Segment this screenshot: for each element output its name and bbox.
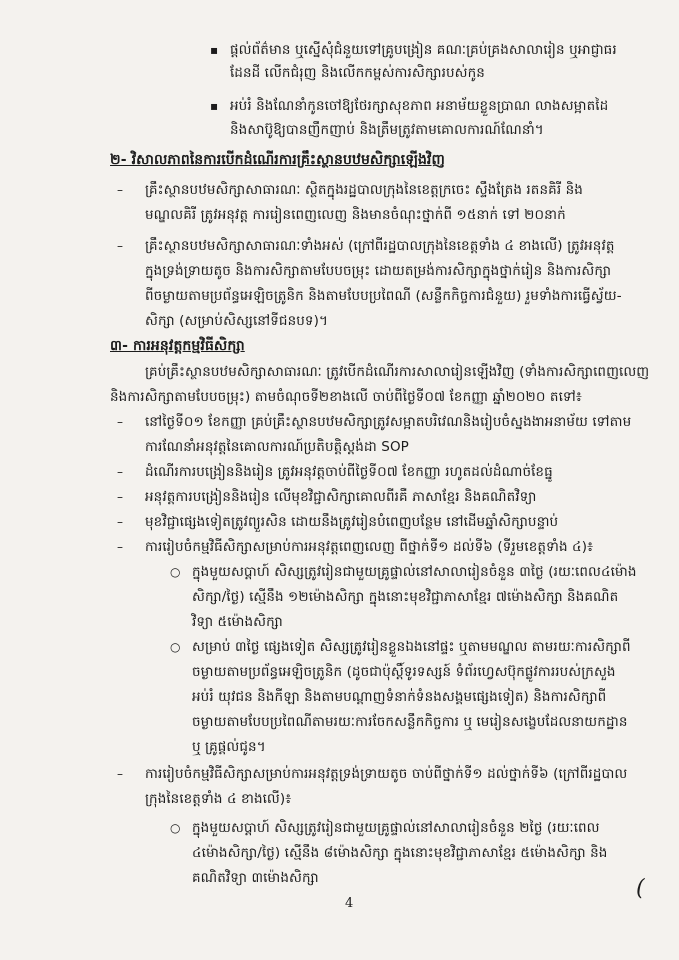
- text-line: អនុវត្តការបង្រៀននិងរៀន លើមុខវិជ្ជាសិក្សាគោលពីរគឺ ភាសាខ្មែរ និងគណិតវិទ្យា: [145, 489, 537, 505]
- text-line: ៤ម៉ោងសិក្សា/ថ្ងៃ) ស្មើនឹង ៨ម៉ោងសិក្សា ក្នុងនោះមុខវិជ្ជាភាសាខ្មែរ ៥ម៉ោងសិក្សា និង: [192, 845, 608, 861]
- bullet-marker: ○: [170, 821, 181, 835]
- text-line: ដែនដី លើកជំរុញ និងលើកកម្ពស់ការសិក្សារបស់កូន: [230, 65, 485, 81]
- bullet-marker: –: [117, 767, 123, 781]
- text-line: សិក្សា (សម្រាប់សិស្សនៅទីជនបទ)។: [145, 313, 328, 329]
- text-line: ដំណើរការបង្រៀននិងរៀន ត្រូវអនុវត្តចាប់ពីថ្ងៃទី០៧ ខែកញ្ញា រហូតដល់ដំណាច់ខែធ្នូ: [145, 464, 553, 480]
- section-heading: ២- វិសាលភាពនៃការបើកដំណើរការគ្រឹះស្ថានបឋមសិក្សាឡើងវិញ: [110, 152, 445, 168]
- text-line: អប់រំ និងណែនាំកូនចៅឱ្យថែរក្សាសុខភាព អនាម័យខ្លួនប្រាណ លាងសម្អាតដៃ: [230, 98, 609, 114]
- bullet-marker: –: [117, 239, 123, 253]
- text-line: ផ្តល់ព័ត៌មាន ឬស្នើសុំជំនួយទៅគ្រូបង្រៀន គណៈគ្រប់គ្រងសាលារៀន ឬអាជ្ញាធរ: [230, 42, 617, 58]
- text-line: អប់រំ យុវជន និងកីឡា និងតាមបណ្តាញទំនាក់ទំនងសង្គមផ្សេងទៀត) និងការសិក្សាពី: [192, 689, 607, 705]
- bullet-marker: ○: [170, 640, 181, 654]
- text-line: និងការសិក្សាតាមបែបចម្រុះ) តាមចំណុចទី២ខាងលើ ចាប់ពីថ្ងៃទី០៧ ខែកញ្ញា ឆ្នាំ២០២០ តទៅ៖: [110, 389, 582, 405]
- text-line: ក្រុងនៃខេត្តទាំង ៤ ខាងលើ)៖: [145, 791, 292, 807]
- bullet-marker: –: [117, 490, 123, 504]
- bullet-marker: –: [117, 415, 123, 429]
- text-line: ក្នុងទ្រង់ទ្រាយតូច និងការសិក្សាតាមបែបចម្រុះ ដោយតម្រង់ការសិក្សាក្នុងថ្នាក់រៀន និងការសិក្សា: [145, 263, 612, 279]
- text-line: មុខវិជ្ជាផ្សេងទៀតត្រូវព្យួរសិន ដោយនឹងត្រូវរៀនបំពេញបន្ថែម នៅដើមឆ្នាំសិក្សាបន្ទាប់: [145, 514, 559, 530]
- text-line: សិក្សា/ថ្ងៃ) ស្មើនឹង ១២ម៉ោងសិក្សា ក្នុងនោះមុខវិជ្ជាភាសាខ្មែរ ៧ម៉ោងសិក្សា និងគណិត: [192, 589, 619, 605]
- text-line: ការណែនាំអនុវត្តនៃគោលការណ៍ប្រតិបត្តិស្តង់ដា SOP: [145, 439, 409, 455]
- page-number: 4: [345, 896, 354, 911]
- text-line: គ្រប់គ្រឹះស្ថានបឋមសិក្សាសាធារណៈ ត្រូវបើកដំណើរការសាលារៀនឡើងវិញ (ទាំងការសិក្សាពេញលេញ: [145, 364, 650, 380]
- text-line: ពីចម្ងាយតាមប្រព័ន្ធអេឡិចត្រូនិក និងតាមបែបប្រពៃណី (សន្លឹកកិច្ចការជំនួយ) រួមទាំងការធ្វើស្វ័យ-: [145, 288, 622, 304]
- text-line: មណ្ឌលគិរី ត្រូវអនុវត្ត ការរៀនពេញលេញ និងមានចំណុះថ្នាក់ពី ១៥នាក់ ទៅ ២០នាក់: [145, 207, 566, 223]
- text-line: និងសាប៊ូឱ្យបានញឹកញាប់ និងត្រឹមត្រូវតាមគោលការណ៍ណែនាំ។: [230, 122, 544, 138]
- text-line: គ្រឹះស្ថានបឋមសិក្សាសាធារណៈទាំងអស់ (ក្រៅពីរដ្ឋបាលក្រុងនៃខេត្តទាំង ៤ ខាងលើ) ត្រូវអនុវត្ត: [145, 238, 615, 254]
- text-line: ការរៀបចំកម្មវិធីសិក្សាសម្រាប់ការអនុវត្តពេញលេញ ពីថ្នាក់ទី១ ដល់ទី៦ (ទីរួមខេត្តទាំង ៤)៖: [145, 539, 594, 555]
- text-line: ការរៀបចំកម្មវិធីសិក្សាសម្រាប់ការអនុវត្តទ្រង់ទ្រាយតូច ចាប់ពីថ្នាក់ទី១ ដល់ថ្នាក់ទី៦ (ក្រៅពីរដ្ឋបាល: [145, 766, 628, 782]
- text-line: គ្រឹះស្ថានបឋមសិក្សាសាធារណៈ ស្ថិតក្នុងរដ្ឋបាលក្រុងនៃខេត្តក្រចេះ ស្ទឹងត្រែង រតនគិរី និង: [145, 182, 583, 198]
- section-heading: ៣- ការអនុវត្តកម្មវិធីសិក្សា: [110, 338, 245, 354]
- text-line: ក្នុងមួយសប្តាហ៍ សិស្សត្រូវរៀនជាមួយគ្រូផ្ទាល់នៅសាលារៀនចំនួន ៣ថ្ងៃ (រយៈពេល៤ម៉ោង: [192, 564, 637, 580]
- bullet-marker: –: [117, 465, 123, 479]
- text-line: ចម្ងាយតាមបែបប្រពៃណីតាមរយៈការចែកសន្លឹកកិច្ចការ ឬ មេរៀនសង្ខេបដែលនាយកដ្ឋាន: [192, 714, 628, 730]
- text-line: នៅថ្ងៃទី០១ ខែកញ្ញា គ្រប់គ្រឹះស្ថានបឋមសិក្សាត្រូវសម្អាតបរិវេណនិងរៀបចំស្នងងាអនាម័យ ទៅតាម: [145, 414, 632, 430]
- text-line: ចម្ងាយតាមប្រព័ន្ធអេឡិចត្រូនិក (ដូចជាប៉ុស្តិ៍ទូរទស្សន៍ ទំព័រហ្វេសប៊ុកផ្លូវការរបស់ក្រសួង: [192, 664, 616, 680]
- bullet-marker: ▪: [210, 99, 219, 113]
- bullet-marker: –: [117, 540, 123, 554]
- bullet-marker: –: [117, 515, 123, 529]
- bullet-marker: ○: [170, 565, 181, 579]
- text-line: សម្រាប់ ៣ថ្ងៃ ផ្សេងទៀត សិស្សត្រូវរៀនខ្លួនឯងនៅផ្ទះ ឬតាមមណ្ឌល តាមរយៈការសិក្សាពី: [192, 639, 631, 655]
- text-line: ឬ គ្រូផ្តល់ជូន។: [192, 739, 266, 755]
- handwritten-mark: (: [636, 876, 645, 901]
- text-line: ក្នុងមួយសប្តាហ៍ សិស្សត្រូវរៀនជាមួយគ្រូផ្ទាល់នៅសាលារៀនចំនួន ២ថ្ងៃ (រយៈពេល: [192, 820, 600, 836]
- bullet-marker: –: [117, 183, 123, 197]
- text-line: គណិតវិទ្យា ៣ម៉ោងសិក្សា: [192, 870, 319, 886]
- text-line: វិទ្យា ៥ម៉ោងសិក្សា: [192, 614, 283, 630]
- bullet-marker: ▪: [210, 43, 219, 57]
